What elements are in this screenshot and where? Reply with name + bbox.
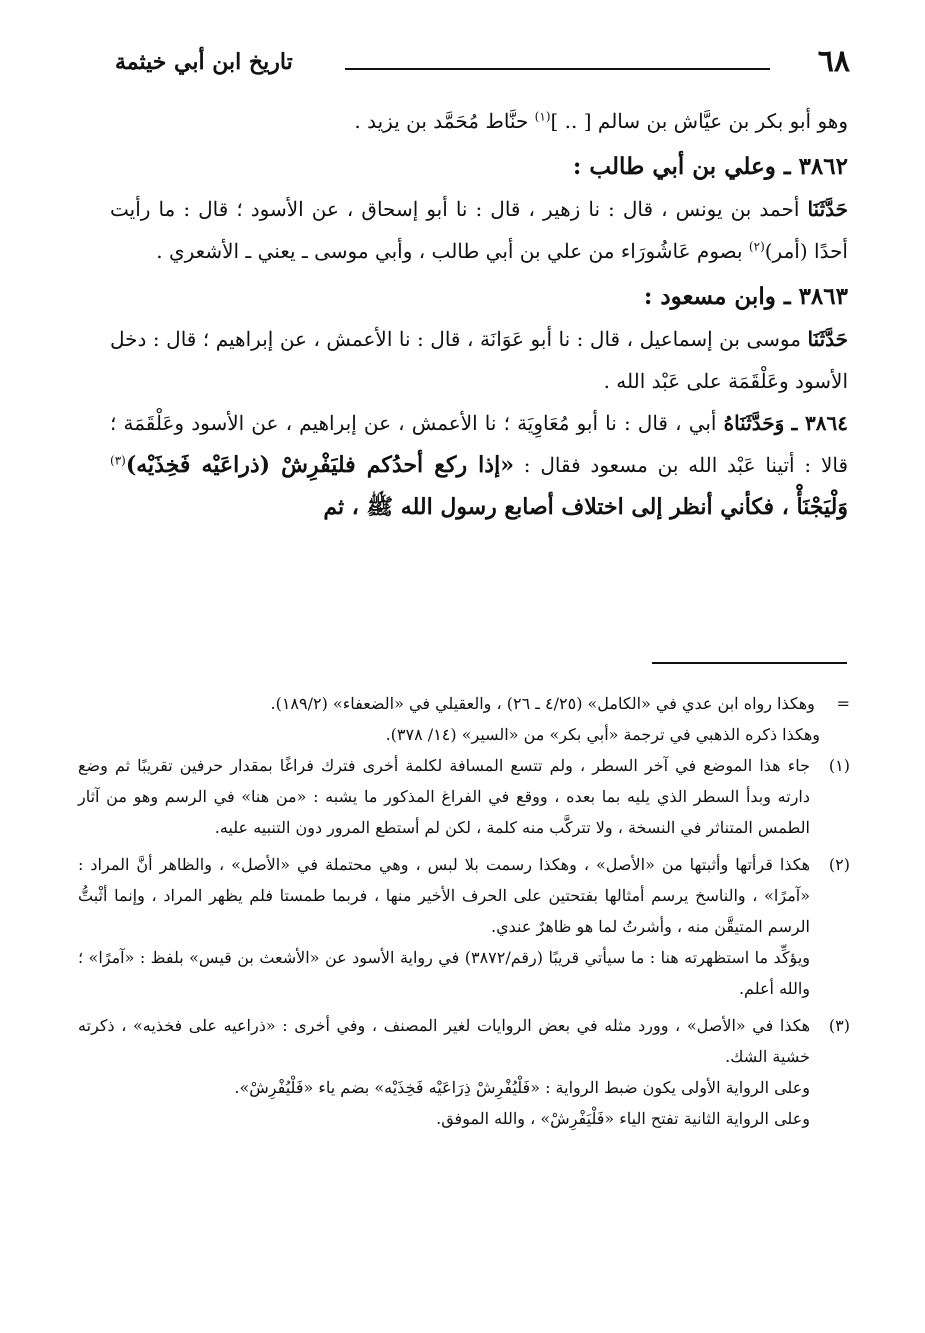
footnote-1-text: جاء هذا الموضع في آخر السطر ، ولم تتسع المسافة لكلمة أخرى فترك فراغًا بمقدار حرفين تقريبًا ثم وضع دارته وبدأ السطر الذي يليه بما بعده ، ووقع في الفراغ المذكور ما يشبه : «من هنا» في الرسم وهو من آثار الطمس المتناثر في النسخة ، ولا تتركَّب منه كلمة ، لكن لم أستطع المرور دون التنبيه عليه. (78, 756, 810, 837)
page-header (115, 42, 850, 82)
entry-3864-paragraph (110, 402, 848, 528)
continuation-paragraph (110, 100, 848, 142)
footnote-3-number: (٣) (828, 1016, 850, 1035)
footnote-3-text-b: وعلى الرواية الأولى يكون ضبط الرواية : «فَلْيُفْرِشْ ذِرَاعَيْه فَخِذَيْه» بضم ياء «فَلْيُفْرِشْ». (234, 1078, 810, 1097)
page-number: ٦٨ (817, 44, 850, 79)
continuation-text-end: حنَّاط مُحَمَّد بن يزيد . (354, 109, 529, 133)
footnote-2-text: هكذا قرأتها وأثبتها من «الأصل» ، وهكذا رسمت بلا لبس ، وهي محتملة في «الأصل» ، والظاهر أنَّ المراد : «آمرًا» ، والناسخ يرسم أمثالها بفتحتين على الحرف الأخير منها ، فربما طمستا فلم يظهر المراد ، وإنما أثْبتُّ الرسم المتيقَّن منه ، وأشرتُ لما هو ظاهرٌ عندي. (78, 855, 811, 936)
entry-3864-hadith-a: «إذا ركع أحدُكم فليَفْرِشْ (ذراعَيْه فَخِذَيْه) (125, 452, 514, 478)
entry-3863-text: موسى بن إسماعيل ، قال : نا أبو عَوَانَة ، قال : نا الأعمش ، عن إبراهيم ؛ قال : دخل الأسود وعَلْقَمَة على عَبْد الله . (110, 327, 848, 393)
footnote-continuation (78, 688, 850, 719)
entry-3864-number: ٣٨٦٤ ـ (791, 411, 848, 435)
entry-3863-heading: ٣٨٦٣ ـ وابن مسعود : (643, 283, 848, 310)
main-text (110, 100, 848, 528)
entry-3864-hadith-b: وَلْيَجْنَأْ ، فكأني أنظر إلى اختلاف أصابع رسول الله ﷺ ، ثم (323, 494, 848, 520)
footnote-1 (78, 750, 850, 843)
footnote-1-number: (١) (828, 756, 850, 775)
entry-3864-lead: وَحَدَّثَنَاهُ (723, 411, 785, 435)
footnote-ref-3: (٣) (110, 453, 126, 468)
footnote-ref-2: (٢) (748, 239, 765, 254)
footnote-ref-1: (١) (534, 109, 551, 124)
footnote-2-number: (٢) (828, 855, 850, 874)
footnote-continuation-line-2: وهكذا ذكره الذهبي في ترجمة «أبي بكر» من «السير» (١٤/ ٣٧٨). (385, 725, 820, 744)
entry-3862-heading: ٣٨٦٢ ـ وعلي بن أبي طالب : (572, 153, 848, 180)
footnote-continuation-line-1: وهكذا رواه ابن عدي في «الكامل» (٤/٢٥ ـ ٢٦) ، والعقيلي في «الضعفاء» (١٨٩/٢). (270, 694, 815, 713)
entry-3863-paragraph (110, 318, 848, 402)
entry-3862-text-a: أحمد بن يونس ، قال : نا زهير ، قال : نا أبو إسحاق ، عن الأسود ؛ قال : ما رأيت أحدًا (أمر) (110, 197, 848, 263)
footnote-3 (78, 1010, 850, 1072)
footnote-2-text-b: ويؤكِّد ما استظهرته هنا : ما سيأتي قريبًا (رقم/٣٨٧٢) في رواية الأسود عن «الأشعث بن قيس» بلفظ : «آمرًا» ؛ والله أعلم. (78, 948, 811, 998)
entry-3862-text-b: بصوم عَاشُورَاء من علي بن أبي طالب ، وأبي موسى ـ يعني ـ الأشعري . (156, 239, 743, 263)
footnote-3-text-c: وعلى الرواية الثانية تفتح الياء «فَلْيَفْرِشْ» ، والله الموفق. (436, 1109, 810, 1128)
entry-3863-lead: حَدَّثَنَا (807, 327, 848, 351)
footnote-2 (78, 849, 850, 942)
continuation-text: وهو أبو بكر بن عيَّاش بن سالم [ .. ] (550, 109, 848, 133)
running-title: تاريخ ابن أبي خيثمة (115, 49, 293, 75)
entry-3862-paragraph (110, 188, 848, 272)
entry-3864-text-a: أبي ، قال : نا أبو مُعَاوِيَة ؛ نا الأعمش ، عن إبراهيم ، عن الأسود وعَلْقَمَة ؛ قالا : أتينا عَبْد الله بن مسعود فقال : (110, 411, 849, 477)
footnote-3-text: هكذا في «الأصل» ، وورد مثله في بعض الروايات لغير المصنف ، وفي أخرى : «ذراعيه على فخذيه» ، ذكرته خشية الشك. (78, 1016, 811, 1066)
entry-3862-lead: حَدَّثَنَا (807, 197, 848, 221)
continuation-marker: = (836, 694, 850, 713)
footnotes (78, 688, 850, 1134)
footnote-divider (652, 662, 847, 664)
header-rule (345, 68, 770, 70)
